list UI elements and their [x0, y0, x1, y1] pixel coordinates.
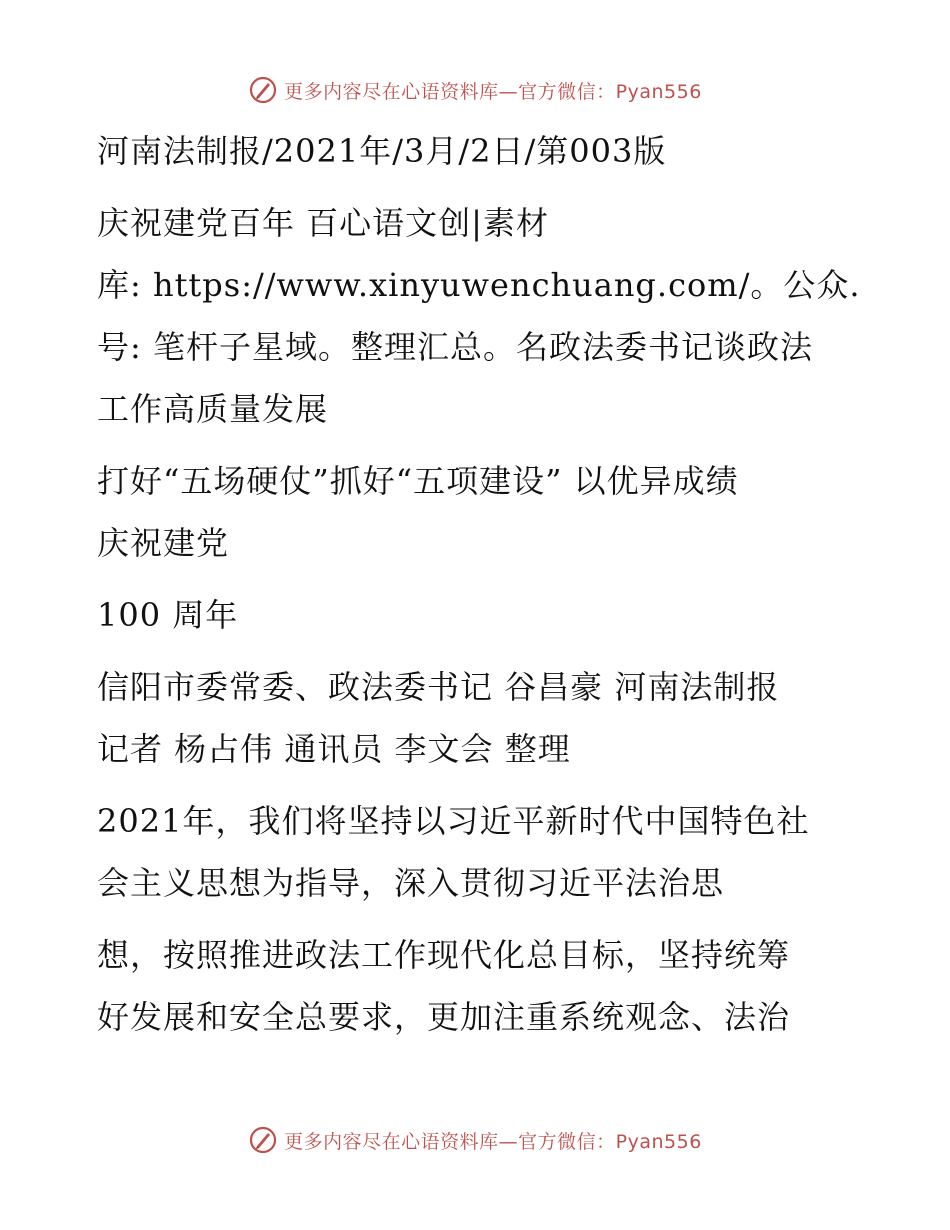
- text-line: 100 周年: [97, 596, 239, 634]
- text-line: 库: https://www.xinyuwenchuang.com/。公众.: [97, 266, 861, 304]
- text-line: 工作高质量发展: [97, 390, 329, 428]
- text-line: 会主义思想为指导，深入贯彻习近平法治思: [97, 864, 725, 902]
- text-line: 想，按照推进政法工作现代化总目标，坚持统筹: [97, 936, 791, 974]
- watermark-text: 更多内容尽在心语资料库—官方微信：Pyan556: [284, 1130, 702, 1153]
- text-line: 打好“五场硬仗”抓好“五项建设” 以优异成绩: [97, 462, 739, 500]
- text-line: 记者 杨占伟 通讯员 李文会 整理: [97, 730, 571, 768]
- paragraph-source: [97, 120, 857, 182]
- text-line: 河南法制报/2021年/3月/2日/第003版: [97, 132, 667, 170]
- text-line: 庆祝建党百年 百心语文创|素材: [97, 204, 549, 242]
- watermark-text: 更多内容尽在心语资料库—官方微信：Pyan556: [284, 80, 702, 103]
- text-line: 庆祝建党: [97, 524, 230, 562]
- header-watermark: [0, 70, 950, 110]
- quill-seal-icon: [248, 75, 278, 105]
- footer-watermark: [0, 1120, 950, 1160]
- paragraph-title: [97, 192, 861, 440]
- paragraph-body-2: [97, 924, 857, 1048]
- quill-seal-icon: [248, 1125, 278, 1155]
- paragraph-anniversary: [97, 584, 857, 646]
- text-line: 信阳市委常委、政法委书记 谷昌豪 河南法制报: [97, 668, 780, 706]
- paragraph-byline: [97, 656, 857, 780]
- article-body: [97, 120, 861, 1058]
- paragraph-headline: [97, 450, 857, 574]
- paragraph-body-1: [97, 790, 857, 914]
- text-line: 2021年，我们将坚持以习近平新时代中国特色社: [97, 802, 810, 840]
- text-line: 号: 笔杆子星域。整理汇总。名政法委书记谈政法: [97, 328, 813, 366]
- text-line: 好发展和安全总要求，更加注重系统观念、法治: [97, 998, 791, 1036]
